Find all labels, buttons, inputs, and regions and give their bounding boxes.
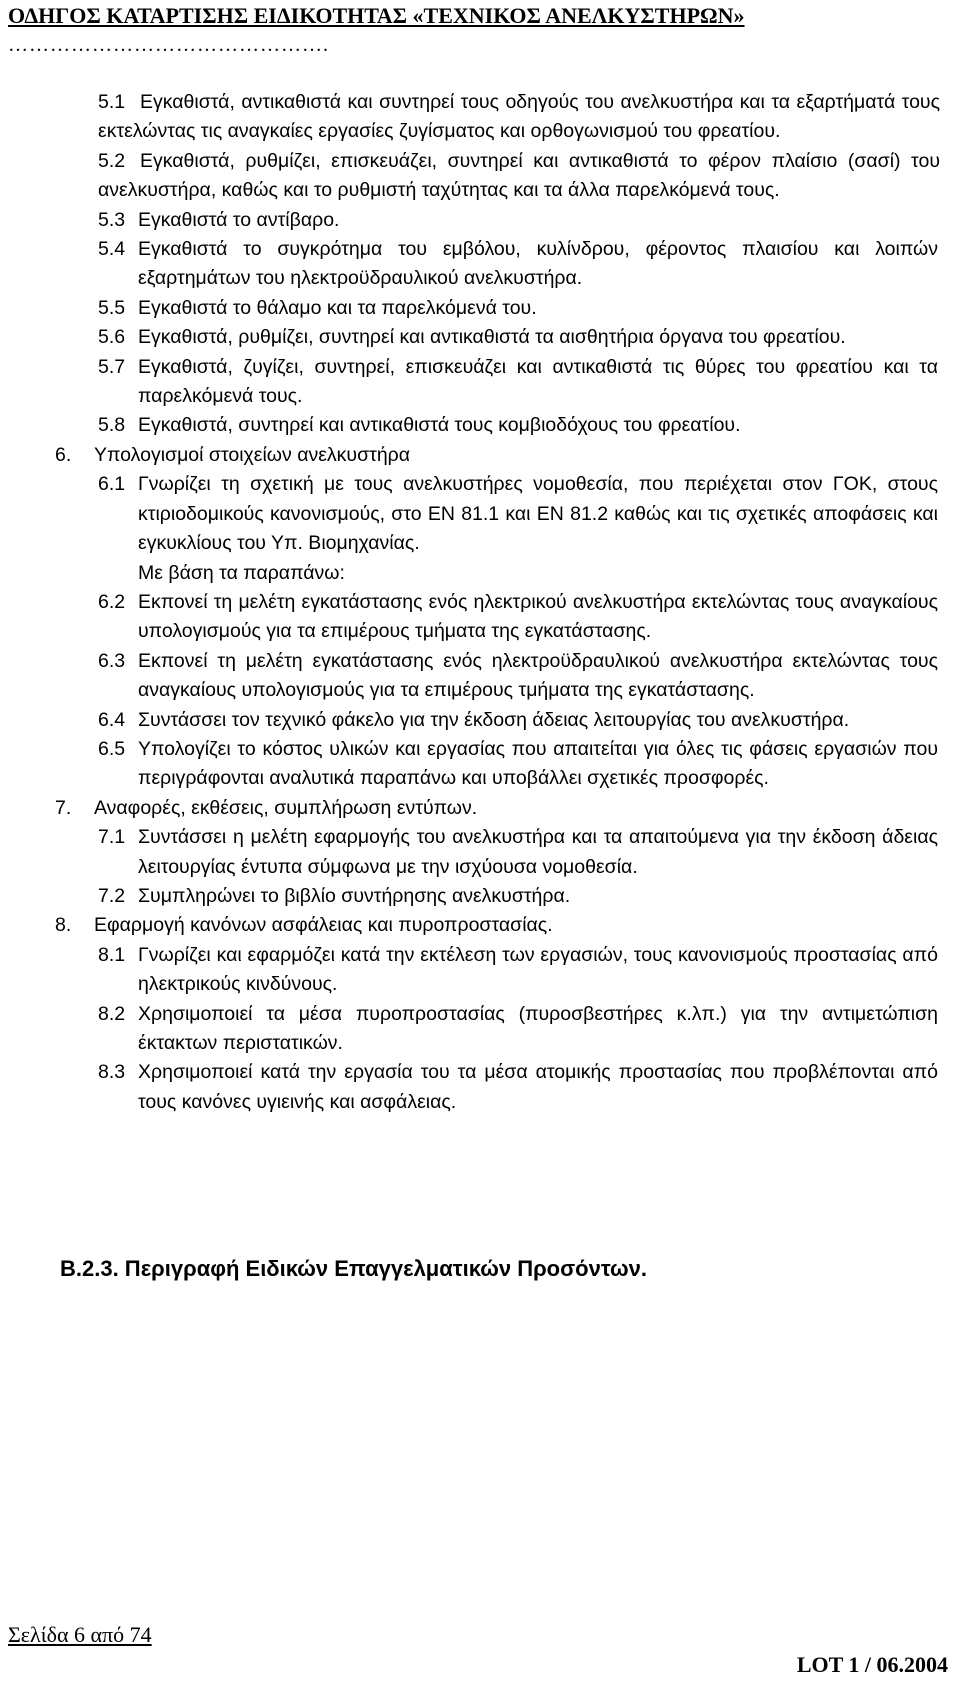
page-number: Σελίδα 6 από 74 xyxy=(8,1622,152,1647)
item-number: 5.8 xyxy=(98,414,126,437)
document-header: ΟΔΗΓΟΣ ΚΑΤΑΡΤΙΣΗΣ ΕΙΔΙΚΟΤΗΤΑΣ «ΤΕΧΝΙΚΟΣ ΑΝΕΛΚΥΣΤΗΡΩΝ» xyxy=(8,3,745,28)
header-dots: ………………………………………. xyxy=(8,34,329,56)
item-text: Υπολογίζει το κόστος υλικών και εργασίας που απαιτείται για όλες τις φάσεις εργασιών που περιγράφονται αναλυτικά παραπάνω και υποβάλλει σχετικές προσφορές. xyxy=(138,737,938,790)
item-number: 8.1 xyxy=(98,943,126,966)
item-text: Εκπονεί τη μελέτη εγκατάστασης ενός ηλεκτροϋδραυλικού ανελκυστήρα εκτελώντας τους αναγκαίους υπολογισμούς για τα επιμέρους τμήματα της εγκατάστασης. xyxy=(138,649,938,702)
section-7-heading xyxy=(0,794,960,823)
item-number: 6. xyxy=(55,443,72,466)
item-text: Εγκαθιστά το αντίβαρο. xyxy=(138,208,340,231)
list-item-8-3 xyxy=(0,1058,960,1117)
item-number: 5.4 xyxy=(98,238,126,261)
item-number: 5.1 xyxy=(98,91,126,113)
list-item-6-5 xyxy=(0,735,960,794)
list-item-5-8 xyxy=(0,411,960,440)
item-number: 8.2 xyxy=(98,1002,126,1025)
list-item-8-1 xyxy=(0,941,960,1000)
item-text: Αναφορές, εκθέσεις, συμπλήρωση εντύπων. xyxy=(94,796,478,819)
item-number: 6.1 xyxy=(98,473,126,496)
list-item-6-4 xyxy=(0,706,960,735)
list-item-7-1 xyxy=(0,823,960,882)
item-text: Συντάσσει τον τεχνικό φάκελο για την έκδοση άδειας λειτουργίας του ανελκυστήρα. xyxy=(138,708,850,731)
item-text: Υπολογισμοί στοιχείων ανελκυστήρα xyxy=(94,443,411,466)
item-text: Εφαρμογή κανόνων ασφάλειας και πυροπροστασίας. xyxy=(94,914,553,937)
item-number: 6.2 xyxy=(98,590,126,613)
item-text: Συμπληρώνει το βιβλίο συντήρησης ανελκυστήρα. xyxy=(138,884,571,907)
section-8-heading xyxy=(0,911,960,940)
list-item-8-2 xyxy=(0,1000,960,1059)
item-text: Εγκαθιστά, αντικαθιστά και συντηρεί τους οδηγούς του ανελκυστήρα και τα εξαρτήματά τους εκτελώντας τις αναγκαίες εργασίες ζυγίσματος και ορθογωνισμού του φρεατίου. xyxy=(98,91,940,143)
item-text: Χρησιμοποιεί κατά την εργασία του τα μέσα ατομικής προστασίας που προβλέπονται από τους κανόνες υγιεινής και ασφάλειας. xyxy=(138,1061,938,1113)
paragraph-based-on-above: Με βάση τα παραπάνω: xyxy=(138,561,345,584)
section-6-heading xyxy=(0,441,960,470)
item-text: Γνωρίζει και εφαρμόζει κατά την εκτέλεση των εργασιών, τους κανονισμούς προστασίας από ηλεκτρικούς κινδύνους. xyxy=(138,943,938,996)
item-text: Συντάσσει η μελέτη εφαρμογής του ανελκυστήρα και τα απαιτούμενα για την έκδοση άδειας λειτουργίας έντυπα σύμφωνα με την ισχύουσα νομοθεσία. xyxy=(138,826,938,878)
item-number: 6.3 xyxy=(98,649,126,672)
item-number: 8. xyxy=(55,914,72,937)
item-text: Εγκαθιστά, ρυθμίζει, συντηρεί και αντικαθιστά τα αισθητήρια όργανα του φρεατίου. xyxy=(138,326,846,349)
item-text: Εγκαθιστά το συγκρότημα του εμβόλου, κυλίνδρου, φέροντος πλαισίου και λοιπών εξαρτημάτων του ηλεκτροϋδραυλικού ανελκυστήρα. xyxy=(138,238,938,290)
list-item-6-2 xyxy=(0,588,960,647)
item-number: 7. xyxy=(55,796,72,819)
item-number: 5.6 xyxy=(98,326,126,349)
list-item-5-2 xyxy=(0,147,960,206)
item-number: 5.2 xyxy=(98,149,126,172)
item-text: Εγκαθιστά, ζυγίζει, συντηρεί, επισκευάζει και αντικαθιστά τις θύρες του φρεατίου και τα παρελκόμενά τους. xyxy=(138,355,938,408)
item-number: 8.3 xyxy=(98,1061,126,1084)
item-number: 5.5 xyxy=(98,296,126,319)
item-number: 6.4 xyxy=(98,708,126,731)
item-number: 5.7 xyxy=(98,355,126,378)
document-body xyxy=(0,88,960,1117)
list-item-5-5 xyxy=(0,294,960,323)
list-item-5-1 xyxy=(0,88,960,147)
item-text: Εγκαθιστά το θάλαμο και τα παρελκόμενά του. xyxy=(138,296,537,319)
item-text: Εγκαθιστά, ρυθμίζει, επισκευάζει, συντηρεί και αντικαθιστά το φέρον πλαίσιο (σασί) του ανελκυστήρα, καθώς και το ρυθμιστή ταχύτητας και τα άλλα παρελκόμενά τους. xyxy=(98,149,940,202)
list-item-5-6 xyxy=(0,323,960,352)
list-item-5-4 xyxy=(0,235,960,294)
list-item-7-2 xyxy=(0,882,960,911)
item-number: 6.5 xyxy=(98,737,126,760)
item-text: Εγκαθιστά, συντηρεί και αντικαθιστά τους κομβιοδόχους του φρεατίου. xyxy=(138,414,741,437)
item-number: 7.1 xyxy=(98,826,126,849)
list-item-5-3 xyxy=(0,206,960,235)
item-text: Χρησιμοποιεί τα μέσα πυροπροστασίας (πυροσβεστήρες κ.λπ.) για την αντιμετώπιση έκτακτων περιστατικών. xyxy=(138,1002,938,1054)
section-subheading: Β.2.3. Περιγραφή Ειδικών Επαγγελματικών Προσόντων. xyxy=(60,1256,647,1281)
item-text: Εκπονεί τη μελέτη εγκατάστασης ενός ηλεκτρικού ανελκυστήρα εκτελώντας τους αναγκαίους υπολογισμούς για τα επιμέρους τμήματα της εγκατάστασης. xyxy=(138,590,938,643)
item-number: 5.3 xyxy=(98,208,126,231)
list-item-5-7 xyxy=(0,353,960,412)
list-item-6-3 xyxy=(0,647,960,706)
lot-label: LOT 1 / 06.2004 xyxy=(796,1652,948,1677)
item-number: 7.2 xyxy=(98,884,126,907)
item-text: Γνωρίζει τη σχετική με τους ανελκυστήρες νομοθεσία, που περιέχεται στον ΓΟΚ, στους κτιριοδομικούς κανονισμούς, στο ΕΝ 81.1 και ΕΝ 81.2 καθώς και τις σχετικές αποφάσεις και εγκυκλίους του Υπ. Βιομηχανίας. xyxy=(138,473,938,555)
list-item-6-1 xyxy=(0,470,960,558)
